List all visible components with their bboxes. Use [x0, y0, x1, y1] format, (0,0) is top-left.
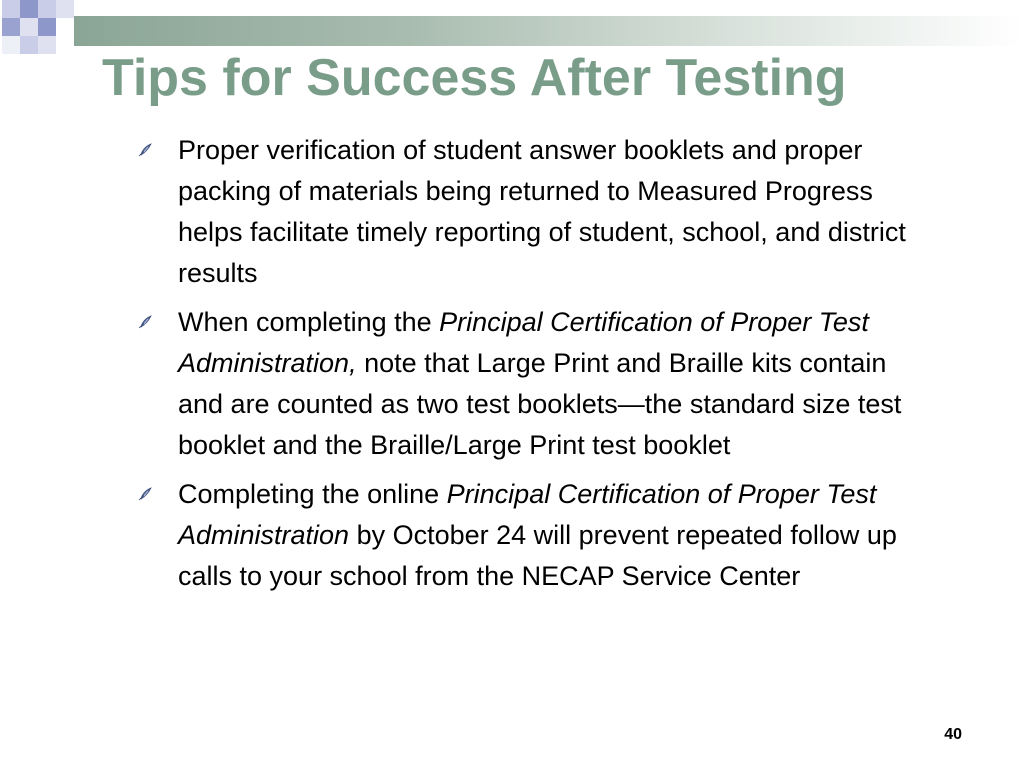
- corner-square-decoration: [2, 18, 20, 36]
- bullet-text: [178, 307, 901, 460]
- bullet-text-segment: Proper verification of student answer booklets and proper packing of materials being returned to Measured Progress helps facilitate timely reporting of student, school, and district results: [178, 135, 906, 288]
- corner-square-decoration: [20, 0, 38, 18]
- bullet-text: [178, 479, 897, 591]
- title-gradient-bar: [74, 16, 1024, 46]
- corner-square-decoration: [38, 36, 56, 54]
- bullet-text-italic-segment: Principal Certification of Proper Test Administration: [178, 479, 877, 550]
- bullet-text-segment: When completing the: [178, 307, 440, 337]
- bullet-text-segment: by October 24 will prevent repeated follow up calls to your school from the NECAP Service Center: [178, 520, 897, 591]
- bullet-list: [138, 130, 918, 605]
- feather-bullet-icon: [138, 143, 152, 157]
- bullet-text-italic-segment: Principal Certification of Proper Test Administration,: [178, 307, 869, 378]
- corner-square-decoration: [56, 0, 74, 18]
- corner-square-decoration: [38, 18, 56, 36]
- slide-title: Tips for Success After Testing: [102, 49, 847, 107]
- bullet-item: [138, 302, 918, 466]
- page-number: 40: [944, 726, 962, 743]
- bullet-item: [138, 130, 918, 294]
- feather-bullet-icon: [138, 315, 152, 329]
- bullet-text-segment: Completing the online: [178, 479, 447, 509]
- bullet-text: [178, 135, 906, 288]
- corner-square-decoration: [2, 0, 20, 18]
- corner-square-decoration: [2, 36, 20, 54]
- feather-bullet-icon: [138, 487, 152, 501]
- bullet-text-segment: note that Large Print and Braille kits contain and are counted as two test booklets—the standard size test booklet and the Braille/Large Print test booklet: [178, 348, 902, 460]
- corner-square-decoration: [20, 36, 38, 54]
- corner-square-decoration: [20, 18, 38, 36]
- bullet-item: [138, 474, 918, 597]
- corner-square-decoration: [38, 0, 56, 18]
